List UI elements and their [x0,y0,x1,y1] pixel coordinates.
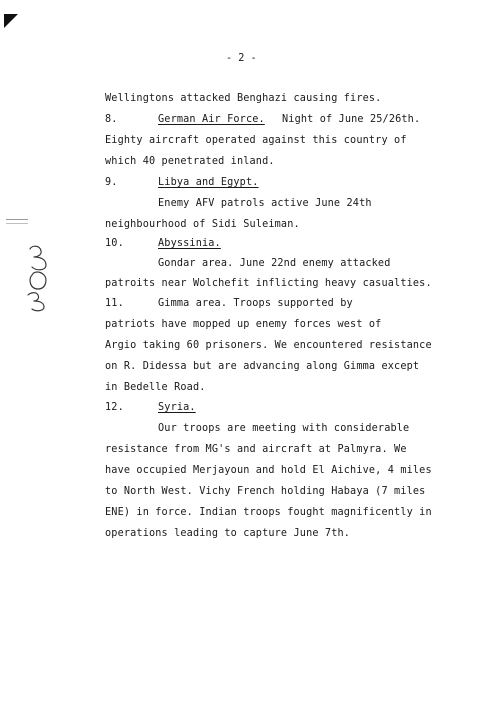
section-number: 11. [105,298,124,309]
text-line: neighbourhood of Sidi Suleiman. [105,219,300,230]
text-line: operations leading to capture June 7th. [105,528,351,539]
text-line: ENE) in force. Indian troops fought magnificently in [105,507,432,518]
page-number: - 2 - [226,53,257,64]
text-line: have occupied Merjayoun and hold El Aichive, 4 miles [105,465,432,476]
handwritten-annotation [22,243,62,313]
section-number: 9. [105,177,118,188]
section-heading: Libya and Egypt. [158,177,259,188]
text-line: Argio taking 60 prisoners. We encountered resistance [105,340,432,351]
section-text: Gimma area. Troops supported by [158,298,353,309]
text-line: patriots have mopped up enemy forces west of [105,319,382,330]
corner-registration-mark [4,14,18,28]
text-line: Wellingtons attacked Benghazi causing fires. [105,93,382,104]
text-line: to North West. Vichy French holding Habaya (7 miles [105,486,426,497]
section-number: 8. [105,114,118,125]
section-heading: German Air Force. [158,114,265,125]
text-line: resistance from MG's and aircraft at Palmyra. We [105,444,407,455]
text-line: in Bedelle Road. [105,382,206,393]
section-heading: Abyssinia. [158,238,221,249]
section-number: 10. [105,238,124,249]
text-line: Our troops are meeting with considerable [158,423,410,434]
text-line: on R. Didessa but are advancing along Gimma except [105,361,420,372]
text-line: Eighty aircraft operated against this country of [105,135,407,146]
section-heading: Syria. [158,402,196,413]
margin-rule-mark [6,219,28,220]
text-line: Enemy AFV patrols active June 24th [158,198,372,209]
section-number: 12. [105,402,124,413]
margin-rule-mark [6,223,28,224]
text-line: Gondar area. June 22nd enemy attacked [158,258,391,269]
text-line: which 40 penetrated inland. [105,156,275,167]
section-text: Night of June 25/26th. [282,114,421,125]
text-line: patroits near Wolchefit inflicting heavy casualties. [105,278,432,289]
